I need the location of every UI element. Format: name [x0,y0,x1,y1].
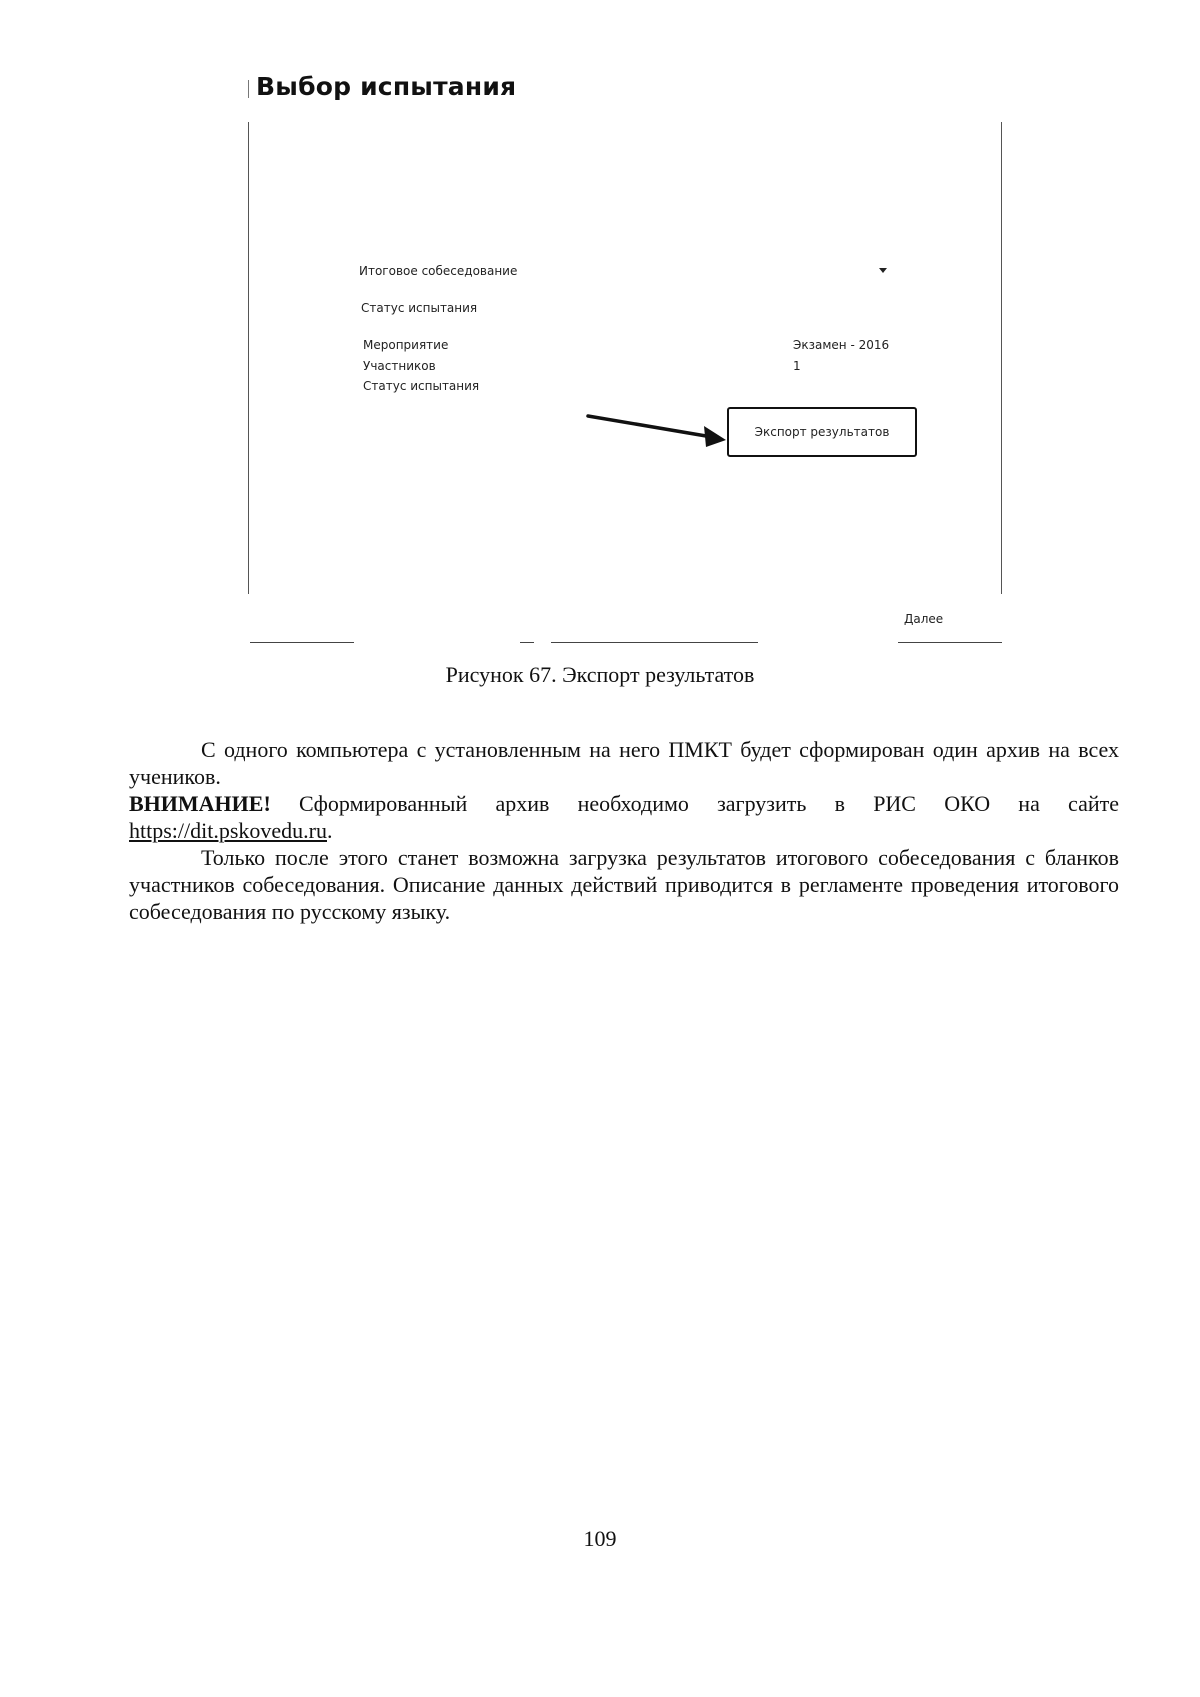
paragraph-upload: Только после этого станет возможна загрузка результатов итогового собеседования с бланков участников собеседования. Описание данных действий приводится в регламенте проведения итогового собеседования по русскому языку. [129,845,1119,924]
site-link[interactable]: https://dit.pskovedu.ru [129,818,327,843]
attention-end: . [327,818,333,843]
status-heading: Статус испытания [361,301,478,315]
test-select-dropdown[interactable] [359,262,887,282]
frame-tick [248,80,249,98]
bottom-divider [898,642,1002,643]
info-value-participants: 1 [793,359,801,373]
bottom-divider [551,642,758,643]
info-label-participants: Участников [363,359,436,373]
body-text [129,736,1119,925]
page-number: 109 [583,1526,617,1551]
export-results-button[interactable] [727,407,917,457]
pointer-arrow-icon [580,405,730,451]
info-label-status: Статус испытания [363,379,480,393]
frame-left-border [248,122,249,594]
chevron-down-icon[interactable] [879,268,887,273]
bottom-divider [520,642,534,643]
frame-right-border [1001,122,1002,594]
attention-text: Сформированный архив необходимо загрузить в РИС ОКО на сайте [270,791,1119,816]
info-value-event: Экзамен - 2016 [793,338,890,352]
export-results-label: Экспорт результатов [754,425,890,439]
paragraph-archive: С одного компьютера с установленным на него ПМКТ будет сформирован один архив на всех учеников. [129,737,1119,789]
info-label-event: Мероприятие [363,338,449,352]
bottom-divider [250,642,354,643]
figure-caption: Рисунок 67. Экспорт результатов [445,662,755,687]
attention-label: ВНИМАНИЕ! [129,791,271,816]
screenshot-title: Выбор испытания [256,72,517,101]
paragraph-attention [129,790,1119,844]
dropdown-value: Итоговое собеседование [359,264,518,278]
next-button[interactable]: Далее [904,612,944,626]
